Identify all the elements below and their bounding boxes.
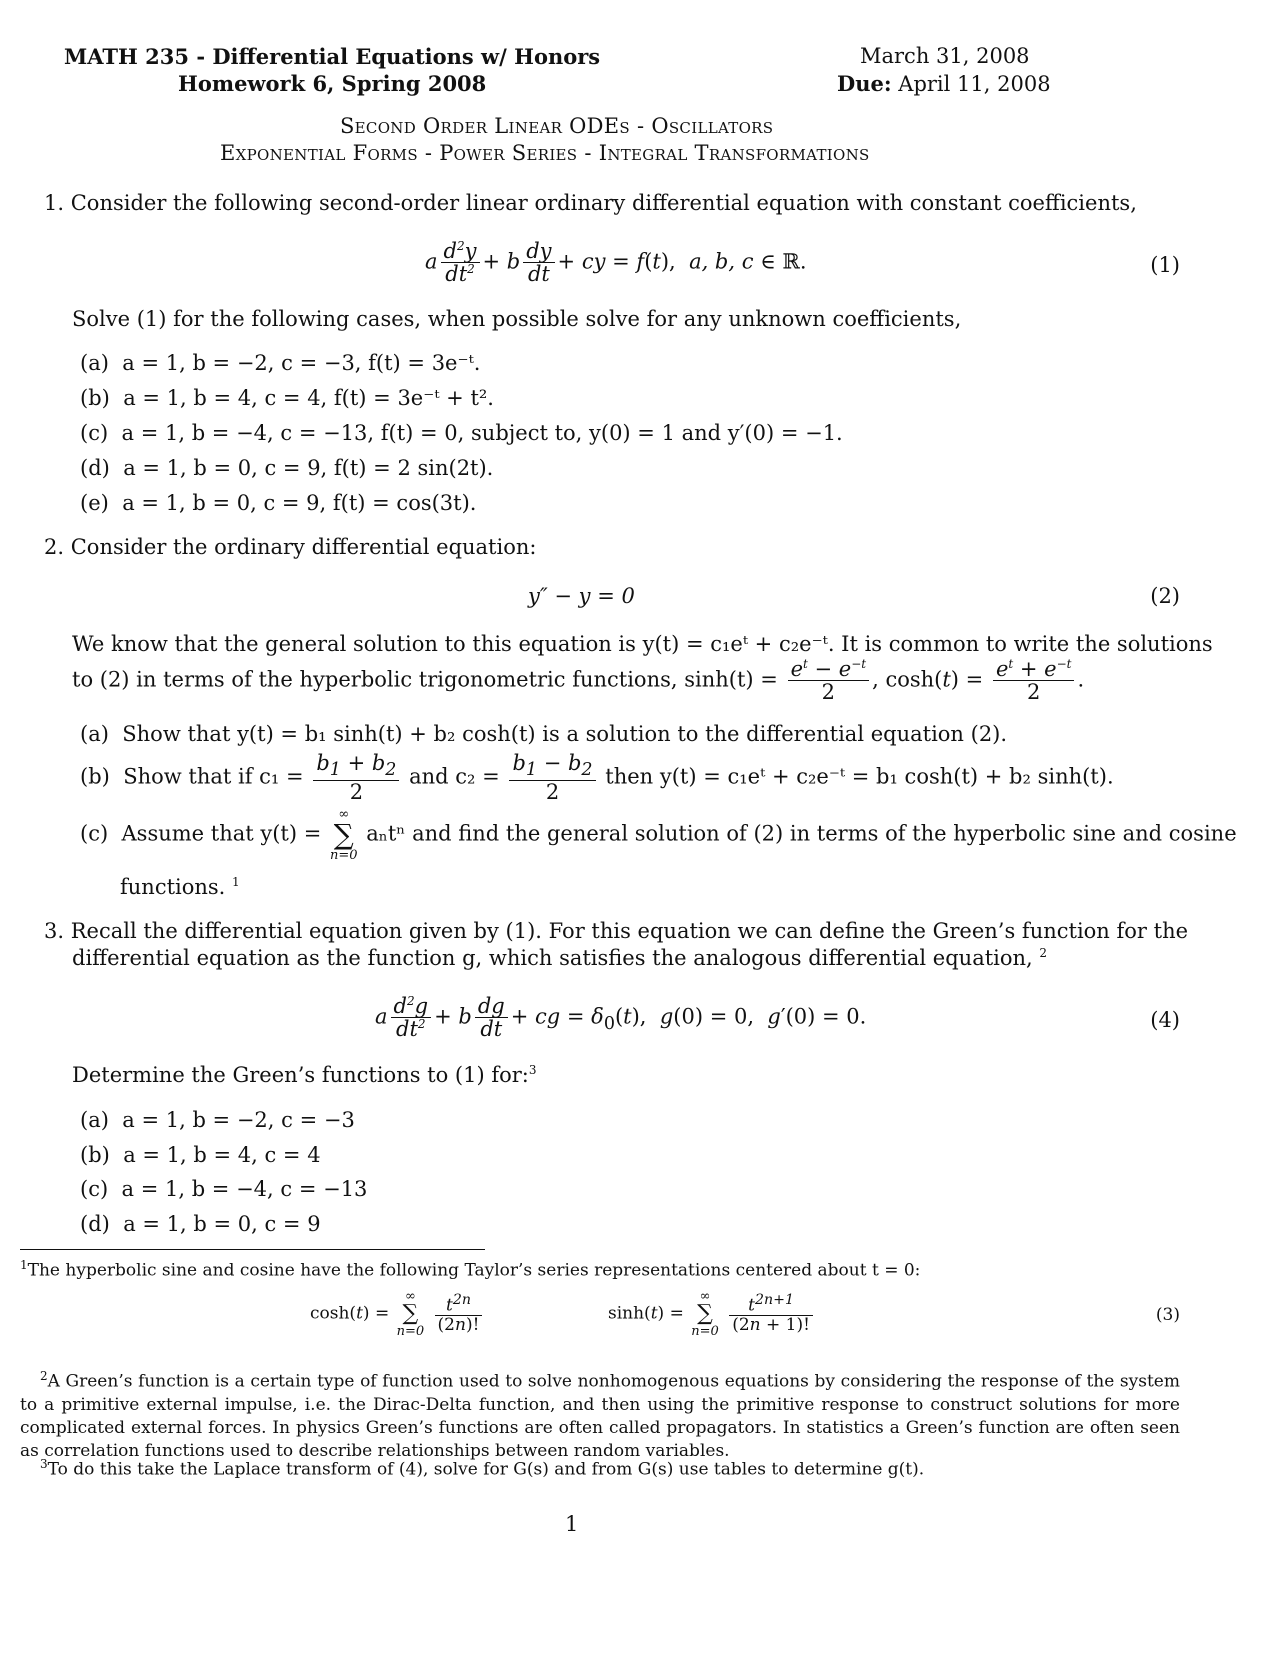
problem-1-part-a: (a) a = 1, b = −2, c = −3, f(t) = 3e⁻ᵗ. [80,351,481,375]
problem-3-line-2-wrap [72,946,1047,970]
problem-1-part-e: (e) a = 1, b = 0, c = 9, f(t) = cos(3t). [80,491,477,515]
due-label: Due: [837,71,892,96]
problem-2-number: 2. [44,535,65,559]
problem-2-intro: Consider the ordinary differential equation: [70,535,537,559]
due-date-line [837,71,1051,96]
equation-3-label: (3) [1155,1305,1180,1325]
homework-title: Homework 6, Spring 2008 [178,71,487,96]
problem-3-line-1: Recall the differential equation given by (1). For this equation we can define the Green’s function for the [70,919,1189,943]
problem-3-instruction-wrap [72,1063,537,1087]
problem-3-instruction: Determine the Green’s functions to (1) for: [72,1063,529,1087]
sinh-series: sinh(t) = ∞ ∑ n=0 $\frac{t^{2n+1}}{(2n + 1)!}$ [608,1290,816,1338]
problem-2-para-line-1: We know that the general solution to this equation is y(t) = c₁eᵗ + c₂e⁻ᵗ. It is common to write the solutions [72,632,1213,656]
due-date: April 11, 2008 [898,72,1051,96]
problem-3-part-b: (b) a = 1, b = 4, c = 4 [80,1143,321,1167]
problem-3-part-d: (d) a = 1, b = 0, c = 9 [80,1212,321,1236]
footnote-rule [20,1249,485,1250]
footnote-3: $^3$To do this take the Laplace transform of (4), solve for G(s) and from G(s) use tables to determine g(t). [40,1457,925,1480]
cosh-series: cosh(t) = ∞ ∑ n=0 $\frac{t^{2n}}{(2n)!}$ [310,1290,485,1338]
problem-1-part-d: (d) a = 1, b = 0, c = 9, f(t) = 2 sin(2t). [80,456,494,480]
equation-4: a $\frac{d^2g}{dt^2}$ + b $\frac{dg}{dt}$ + cg = $\delta_0(t)$, g(0) = 0, g′(0) = 0. [375,994,867,1042]
problem-3-part-c: (c) a = 1, b = −4, c = −13 [80,1177,368,1201]
problem-1 [44,191,1137,215]
problem-2-part-a: (a) Show that y(t) = b₁ sinh(t) + b₂ cosh(t) is a solution to the differential equation (2). [80,722,1008,746]
footnote-2: $^2$A Green’s function is a certain type of function used to solve nonhomogenous equations by considering the response of the system to a primitive external impulse, i.e. the Dirac-Delta function, and then using the primitive response to construct solutions for more complicated external forces. In physics Green’s functions are often called propagators. In statistics a Green’s function are often seen as correlation functions used to describe relationships between random variables. [20,1369,1180,1461]
problem-3 [44,919,1188,943]
equation-1-label: (1) [1150,253,1180,277]
equation-1: a $\frac{d^2y}{dt^2}$ + b $\frac{dy}{dt}$ + cy = f(t), a, b, c ∈ ℝ. [425,239,807,287]
problem-3-number: 3. [44,919,65,943]
topics-line-1: Second Order Linear ODEs - Oscillators [340,114,774,138]
footnote-marker-2: 2 [1039,946,1048,960]
problem-3-line-2: differential equation as the function g, which satisfies the analogous differential equation, [72,946,1033,970]
equation-4-label: (4) [1150,1008,1180,1032]
problem-1-intro: Consider the following second-order linear ordinary differential equation with constant coefficients, [70,191,1137,215]
equation-2-label: (2) [1150,584,1180,608]
equation-2: y″ − y = 0 [528,584,635,608]
problem-2-part-c-cont: functions. $^1$ [120,875,240,899]
footnote-marker-3: 3 [528,1063,537,1077]
problem-1-part-c: (c) a = 1, b = −4, c = −13, f(t) = 0, subject to, y(0) = 1 and y′(0) = −1. [80,421,843,445]
problem-1-part-b: (b) a = 1, b = 4, c = 4, f(t) = 3e⁻ᵗ + t². [80,386,494,410]
problem-1-instruction: Solve (1) for the following cases, when possible solve for any unknown coefficients, [72,307,962,331]
footnote-1: $^1$The hyperbolic sine and cosine have the following Taylor’s series representations centered about t = 0: [20,1258,921,1281]
problem-2-part-b: (b) Show that if c₁ = $\frac{b_1 + b_2}{2}$ and c₂ = $\frac{b_1 - b_2}{2}$ then y(t) = c₁eᵗ + c₂e⁻ᵗ = b₁ cosh(t) + b₂ sinh(t). [80,751,1114,804]
problem-1-number: 1. [44,191,65,215]
problem-2-part-c: (c) Assume that y(t) = ∞ ∑ n=0 aₙtⁿ and find the general solution of (2) in terms of the hyperbolic sine and cosine [80,807,1237,863]
page-number: 1 [565,1512,579,1536]
problem-3-part-a: (a) a = 1, b = −2, c = −3 [80,1108,355,1132]
problem-2 [44,535,536,559]
footnote-marker-1: 1 [232,875,240,889]
course-title: MATH 235 - Differential Equations w/ Honors [64,44,601,69]
problem-2-para-line-2: to (2) in terms of the hyperbolic trigonometric functions, sinh(t) = $\frac{e^t - e^{-t}}{2}$ , cosh(t) = $\frac{e^t + e^{-t}}{2}$ . [72,657,1085,705]
topics-line-2: Exponential Forms - Power Series - Integral Transformations [220,141,870,165]
assigned-date: March 31, 2008 [860,44,1030,68]
